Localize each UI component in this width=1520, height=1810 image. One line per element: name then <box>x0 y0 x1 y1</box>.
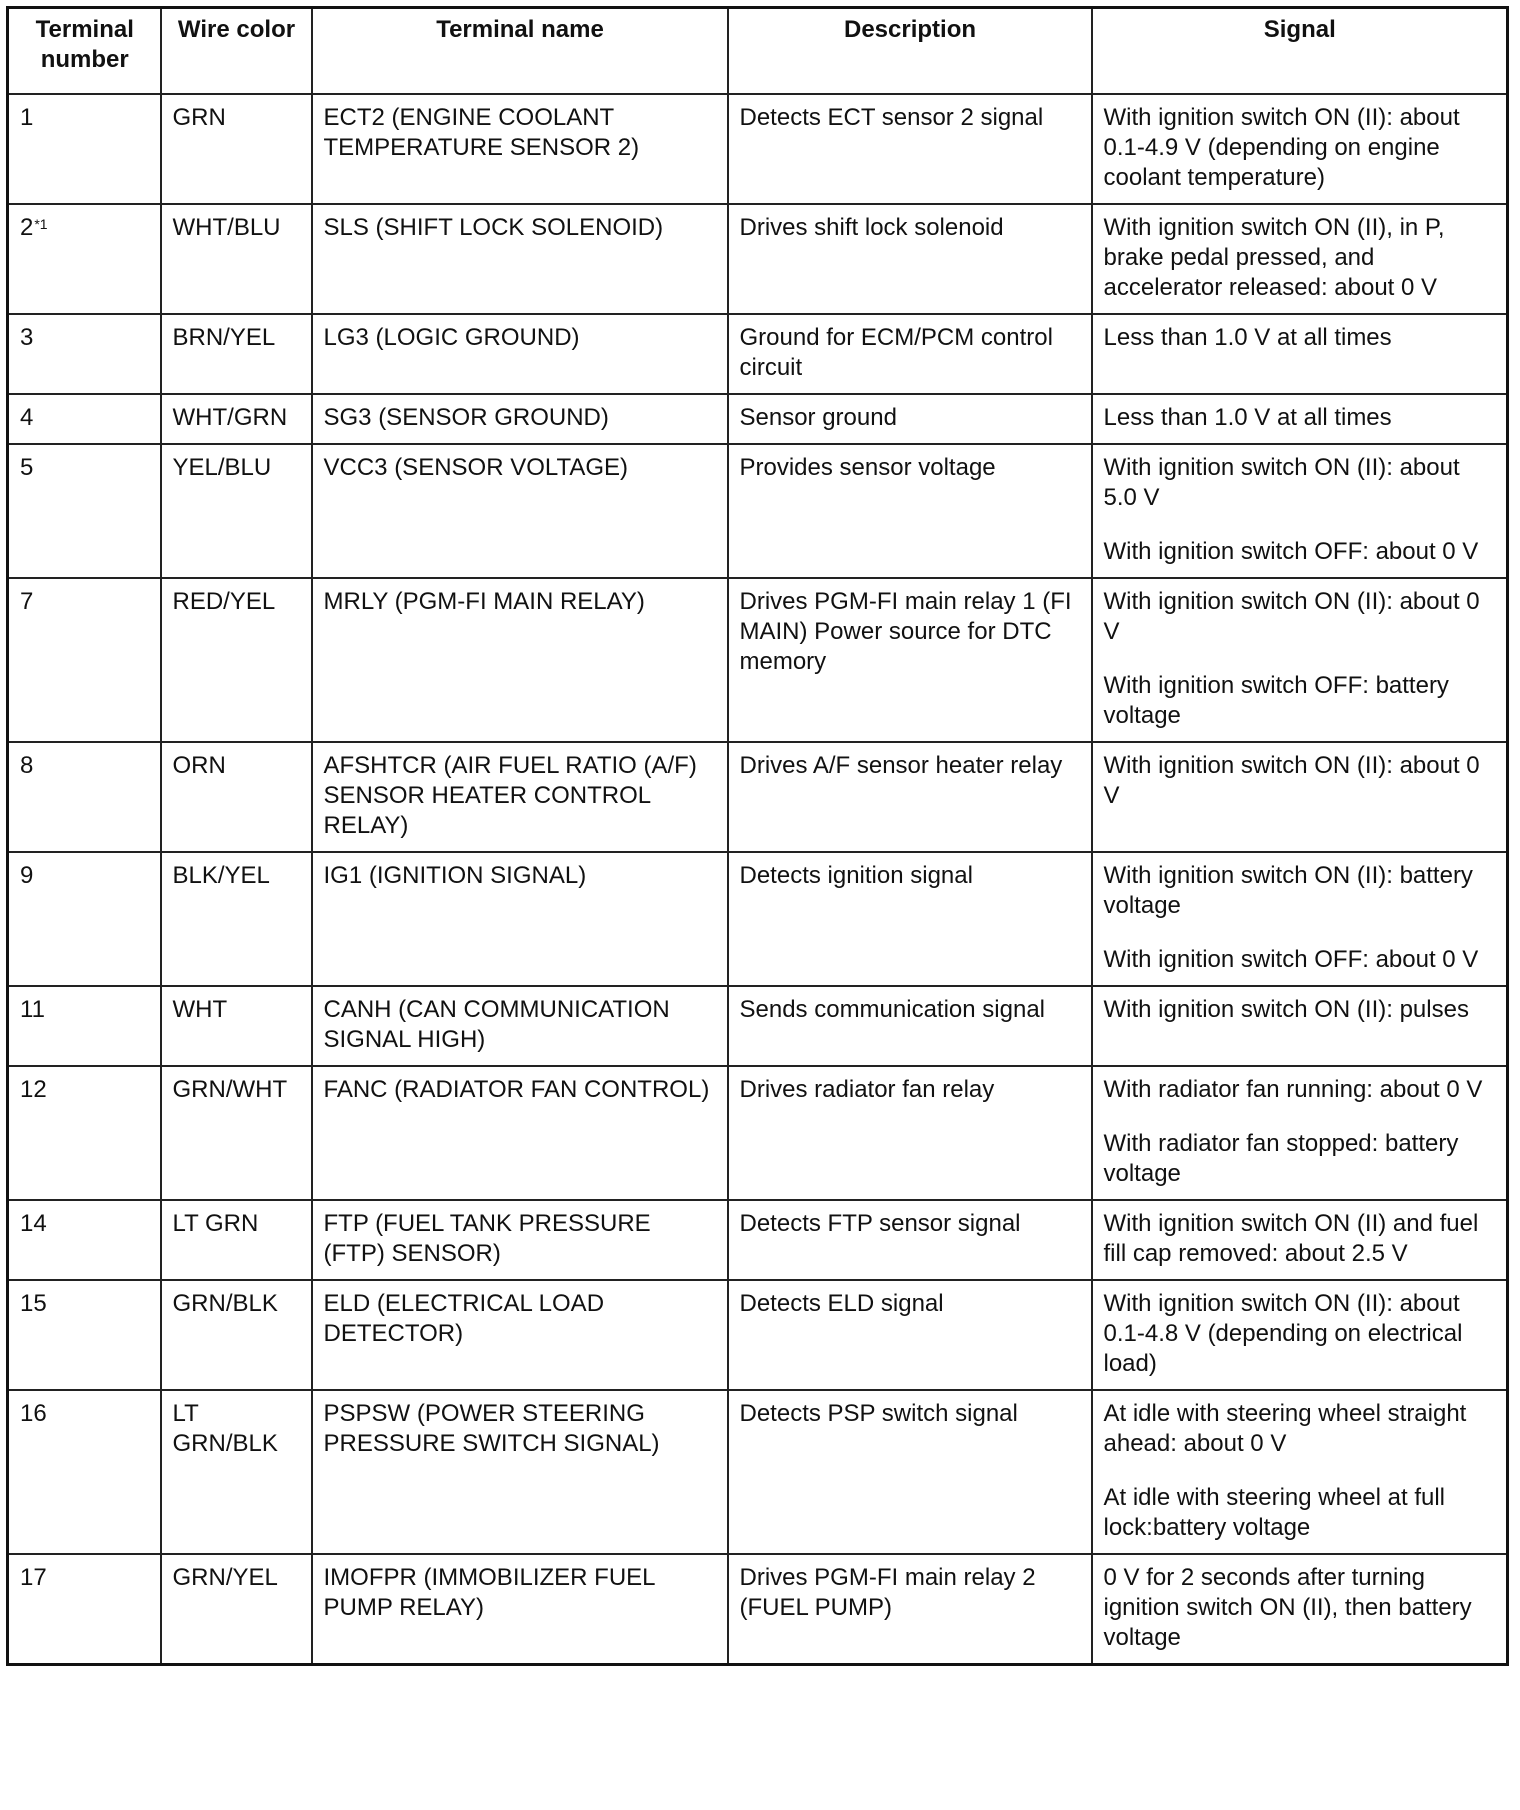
terminal-number-value: 9 <box>20 862 34 889</box>
cell-wire-color: GRN/BLK <box>161 1280 312 1390</box>
table-row <box>8 204 1508 314</box>
signal-condition: With ignition switch ON (II), in P, brake pedal pressed, and accelerator released: about 0 V <box>1103 214 1445 301</box>
signal-condition: With ignition switch OFF: about 0 V <box>1103 538 1479 565</box>
cell-terminal-name: ELD (ELECTRICAL LOAD DETECTOR) <box>312 1280 728 1390</box>
cell-description: Ground for ECM/PCM control circuit <box>728 314 1092 394</box>
cell-signal <box>1092 444 1508 578</box>
table-header-row <box>8 8 1508 95</box>
cell-terminal-name: MRLY (PGM-FI MAIN RELAY) <box>312 578 728 742</box>
signal-condition: At idle with steering wheel straight ahead: about 0 V <box>1103 1400 1467 1457</box>
cell-wire-color: GRN/YEL <box>161 1554 312 1665</box>
cell-terminal-number <box>8 1066 161 1200</box>
table-row <box>8 986 1508 1066</box>
cell-terminal-number <box>8 1554 161 1665</box>
header-signal: Signal <box>1092 8 1508 95</box>
cell-wire-color: ORN <box>161 742 312 852</box>
cell-terminal-number <box>8 444 161 578</box>
table-row <box>8 852 1508 986</box>
signal-condition: At idle with steering wheel at full lock:battery voltage <box>1103 1484 1446 1541</box>
cell-signal <box>1092 742 1508 852</box>
cell-terminal-number <box>8 314 161 394</box>
signal-condition: With ignition switch OFF: battery voltage <box>1103 672 1449 729</box>
cell-description: Detects ignition signal <box>728 852 1092 986</box>
terminal-number-value: 5 <box>20 454 34 481</box>
terminal-number-value: 16 <box>20 1400 47 1427</box>
cell-terminal-name: FANC (RADIATOR FAN CONTROL) <box>312 1066 728 1200</box>
cell-wire-color: RED/YEL <box>161 578 312 742</box>
header-description: Description <box>728 8 1092 95</box>
signal-condition: With ignition switch ON (II): about 0.1-4.9 V (depending on engine coolant temperature) <box>1103 104 1460 191</box>
cell-signal <box>1092 852 1508 986</box>
cell-description: Drives A/F sensor heater relay <box>728 742 1092 852</box>
signal-condition: With ignition switch ON (II): about 0.1-4.8 V (depending on electrical load) <box>1103 1290 1463 1377</box>
table-row <box>8 444 1508 578</box>
cell-description: Detects ECT sensor 2 signal <box>728 94 1092 204</box>
table-row <box>8 1390 1508 1554</box>
signal-condition: Less than 1.0 V at all times <box>1103 404 1392 431</box>
cell-wire-color: WHT <box>161 986 312 1066</box>
cell-terminal-number <box>8 394 161 444</box>
cell-terminal-name: SG3 (SENSOR GROUND) <box>312 394 728 444</box>
table-row <box>8 1066 1508 1200</box>
cell-wire-color: LT GRN <box>161 1200 312 1280</box>
signal-condition: With ignition switch OFF: about 0 V <box>1103 946 1479 973</box>
cell-signal <box>1092 578 1508 742</box>
table-row <box>8 1200 1508 1280</box>
cell-terminal-number <box>8 94 161 204</box>
cell-signal <box>1092 394 1508 444</box>
cell-description: Drives PGM-FI main relay 1 (FI MAIN) Power source for DTC memory <box>728 578 1092 742</box>
cell-terminal-name: ECT2 (ENGINE COOLANT TEMPERATURE SENSOR 2) <box>312 94 728 204</box>
signal-condition: With ignition switch ON (II): pulses <box>1103 996 1469 1023</box>
table-body <box>8 94 1508 1665</box>
cell-description: Detects PSP switch signal <box>728 1390 1092 1554</box>
cell-terminal-number <box>8 1280 161 1390</box>
cell-description: Drives shift lock solenoid <box>728 204 1092 314</box>
table-row <box>8 742 1508 852</box>
cell-description: Detects FTP sensor signal <box>728 1200 1092 1280</box>
cell-terminal-name: AFSHTCR (AIR FUEL RATIO (A/F) SENSOR HEATER CONTROL RELAY) <box>312 742 728 852</box>
cell-wire-color: LT GRN/BLK <box>161 1390 312 1554</box>
terminal-number-value: 8 <box>20 752 34 779</box>
cell-wire-color: GRN/WHT <box>161 1066 312 1200</box>
table-row <box>8 1554 1508 1665</box>
signal-condition: With ignition switch ON (II): about 0 V <box>1103 752 1480 809</box>
signal-condition: With ignition switch ON (II) and fuel fill cap removed: about 2.5 V <box>1103 1210 1479 1267</box>
cell-description: Provides sensor voltage <box>728 444 1092 578</box>
cell-terminal-name: FTP (FUEL TANK PRESSURE (FTP) SENSOR) <box>312 1200 728 1280</box>
signal-condition: With ignition switch ON (II): about 0 V <box>1103 588 1480 645</box>
terminal-number-value: 15 <box>20 1290 47 1317</box>
terminal-number-value: 12 <box>20 1076 47 1103</box>
cell-signal <box>1092 1066 1508 1200</box>
signal-condition: With radiator fan running: about 0 V <box>1103 1076 1483 1103</box>
cell-terminal-name: LG3 (LOGIC GROUND) <box>312 314 728 394</box>
terminal-table <box>6 6 1509 1666</box>
terminal-number-value: 1 <box>20 104 34 131</box>
table-row <box>8 394 1508 444</box>
signal-condition: With radiator fan stopped: battery voltage <box>1103 1130 1459 1187</box>
signal-condition: With ignition switch ON (II): battery voltage <box>1103 862 1473 919</box>
terminal-number-value: 14 <box>20 1210 47 1237</box>
cell-terminal-name: SLS (SHIFT LOCK SOLENOID) <box>312 204 728 314</box>
cell-terminal-number <box>8 742 161 852</box>
cell-description: Drives PGM-FI main relay 2 (FUEL PUMP) <box>728 1554 1092 1665</box>
cell-signal <box>1092 1554 1508 1665</box>
cell-terminal-number <box>8 852 161 986</box>
cell-terminal-number <box>8 204 161 314</box>
document-page <box>6 6 1506 1666</box>
cell-terminal-name: IMOFPR (IMMOBILIZER FUEL PUMP RELAY) <box>312 1554 728 1665</box>
cell-wire-color: WHT/GRN <box>161 394 312 444</box>
header-terminal-name: Terminal name <box>312 8 728 95</box>
table-row <box>8 314 1508 394</box>
signal-condition: With ignition switch ON (II): about 5.0 V <box>1103 454 1460 511</box>
cell-description: Sensor ground <box>728 394 1092 444</box>
cell-description: Sends communication signal <box>728 986 1092 1066</box>
cell-wire-color: GRN <box>161 94 312 204</box>
cell-wire-color: BRN/YEL <box>161 314 312 394</box>
terminal-number-value: 11 <box>20 996 45 1023</box>
cell-terminal-name: IG1 (IGNITION SIGNAL) <box>312 852 728 986</box>
terminal-number-value: 2 <box>20 214 34 241</box>
cell-terminal-number <box>8 986 161 1066</box>
cell-wire-color: WHT/BLU <box>161 204 312 314</box>
cell-signal <box>1092 314 1508 394</box>
cell-wire-color: YEL/BLU <box>161 444 312 578</box>
terminal-number-value: 17 <box>20 1564 47 1591</box>
footnote-marker: *1 <box>34 216 48 232</box>
cell-signal <box>1092 986 1508 1066</box>
cell-signal <box>1092 204 1508 314</box>
header-wire-color: Wire color <box>161 8 312 95</box>
terminal-number-value: 3 <box>20 324 34 351</box>
table-row <box>8 578 1508 742</box>
cell-signal <box>1092 1200 1508 1280</box>
cell-terminal-number <box>8 1200 161 1280</box>
cell-terminal-name: VCC3 (SENSOR VOLTAGE) <box>312 444 728 578</box>
cell-terminal-number <box>8 1390 161 1554</box>
table-row <box>8 1280 1508 1390</box>
terminal-number-value: 7 <box>20 588 34 615</box>
cell-terminal-number <box>8 578 161 742</box>
cell-description: Detects ELD signal <box>728 1280 1092 1390</box>
cell-signal <box>1092 1390 1508 1554</box>
cell-description: Drives radiator fan relay <box>728 1066 1092 1200</box>
terminal-number-value: 4 <box>20 404 34 431</box>
cell-signal <box>1092 1280 1508 1390</box>
signal-condition: Less than 1.0 V at all times <box>1103 324 1392 351</box>
cell-terminal-name: PSPSW (POWER STEERING PRESSURE SWITCH SIGNAL) <box>312 1390 728 1554</box>
cell-wire-color: BLK/YEL <box>161 852 312 986</box>
header-terminal-number: Terminal number <box>8 8 161 95</box>
cell-signal <box>1092 94 1508 204</box>
table-row <box>8 94 1508 204</box>
signal-condition: 0 V for 2 seconds after turning ignition switch ON (II), then battery voltage <box>1103 1564 1472 1651</box>
cell-terminal-name: CANH (CAN COMMUNICATION SIGNAL HIGH) <box>312 986 728 1066</box>
